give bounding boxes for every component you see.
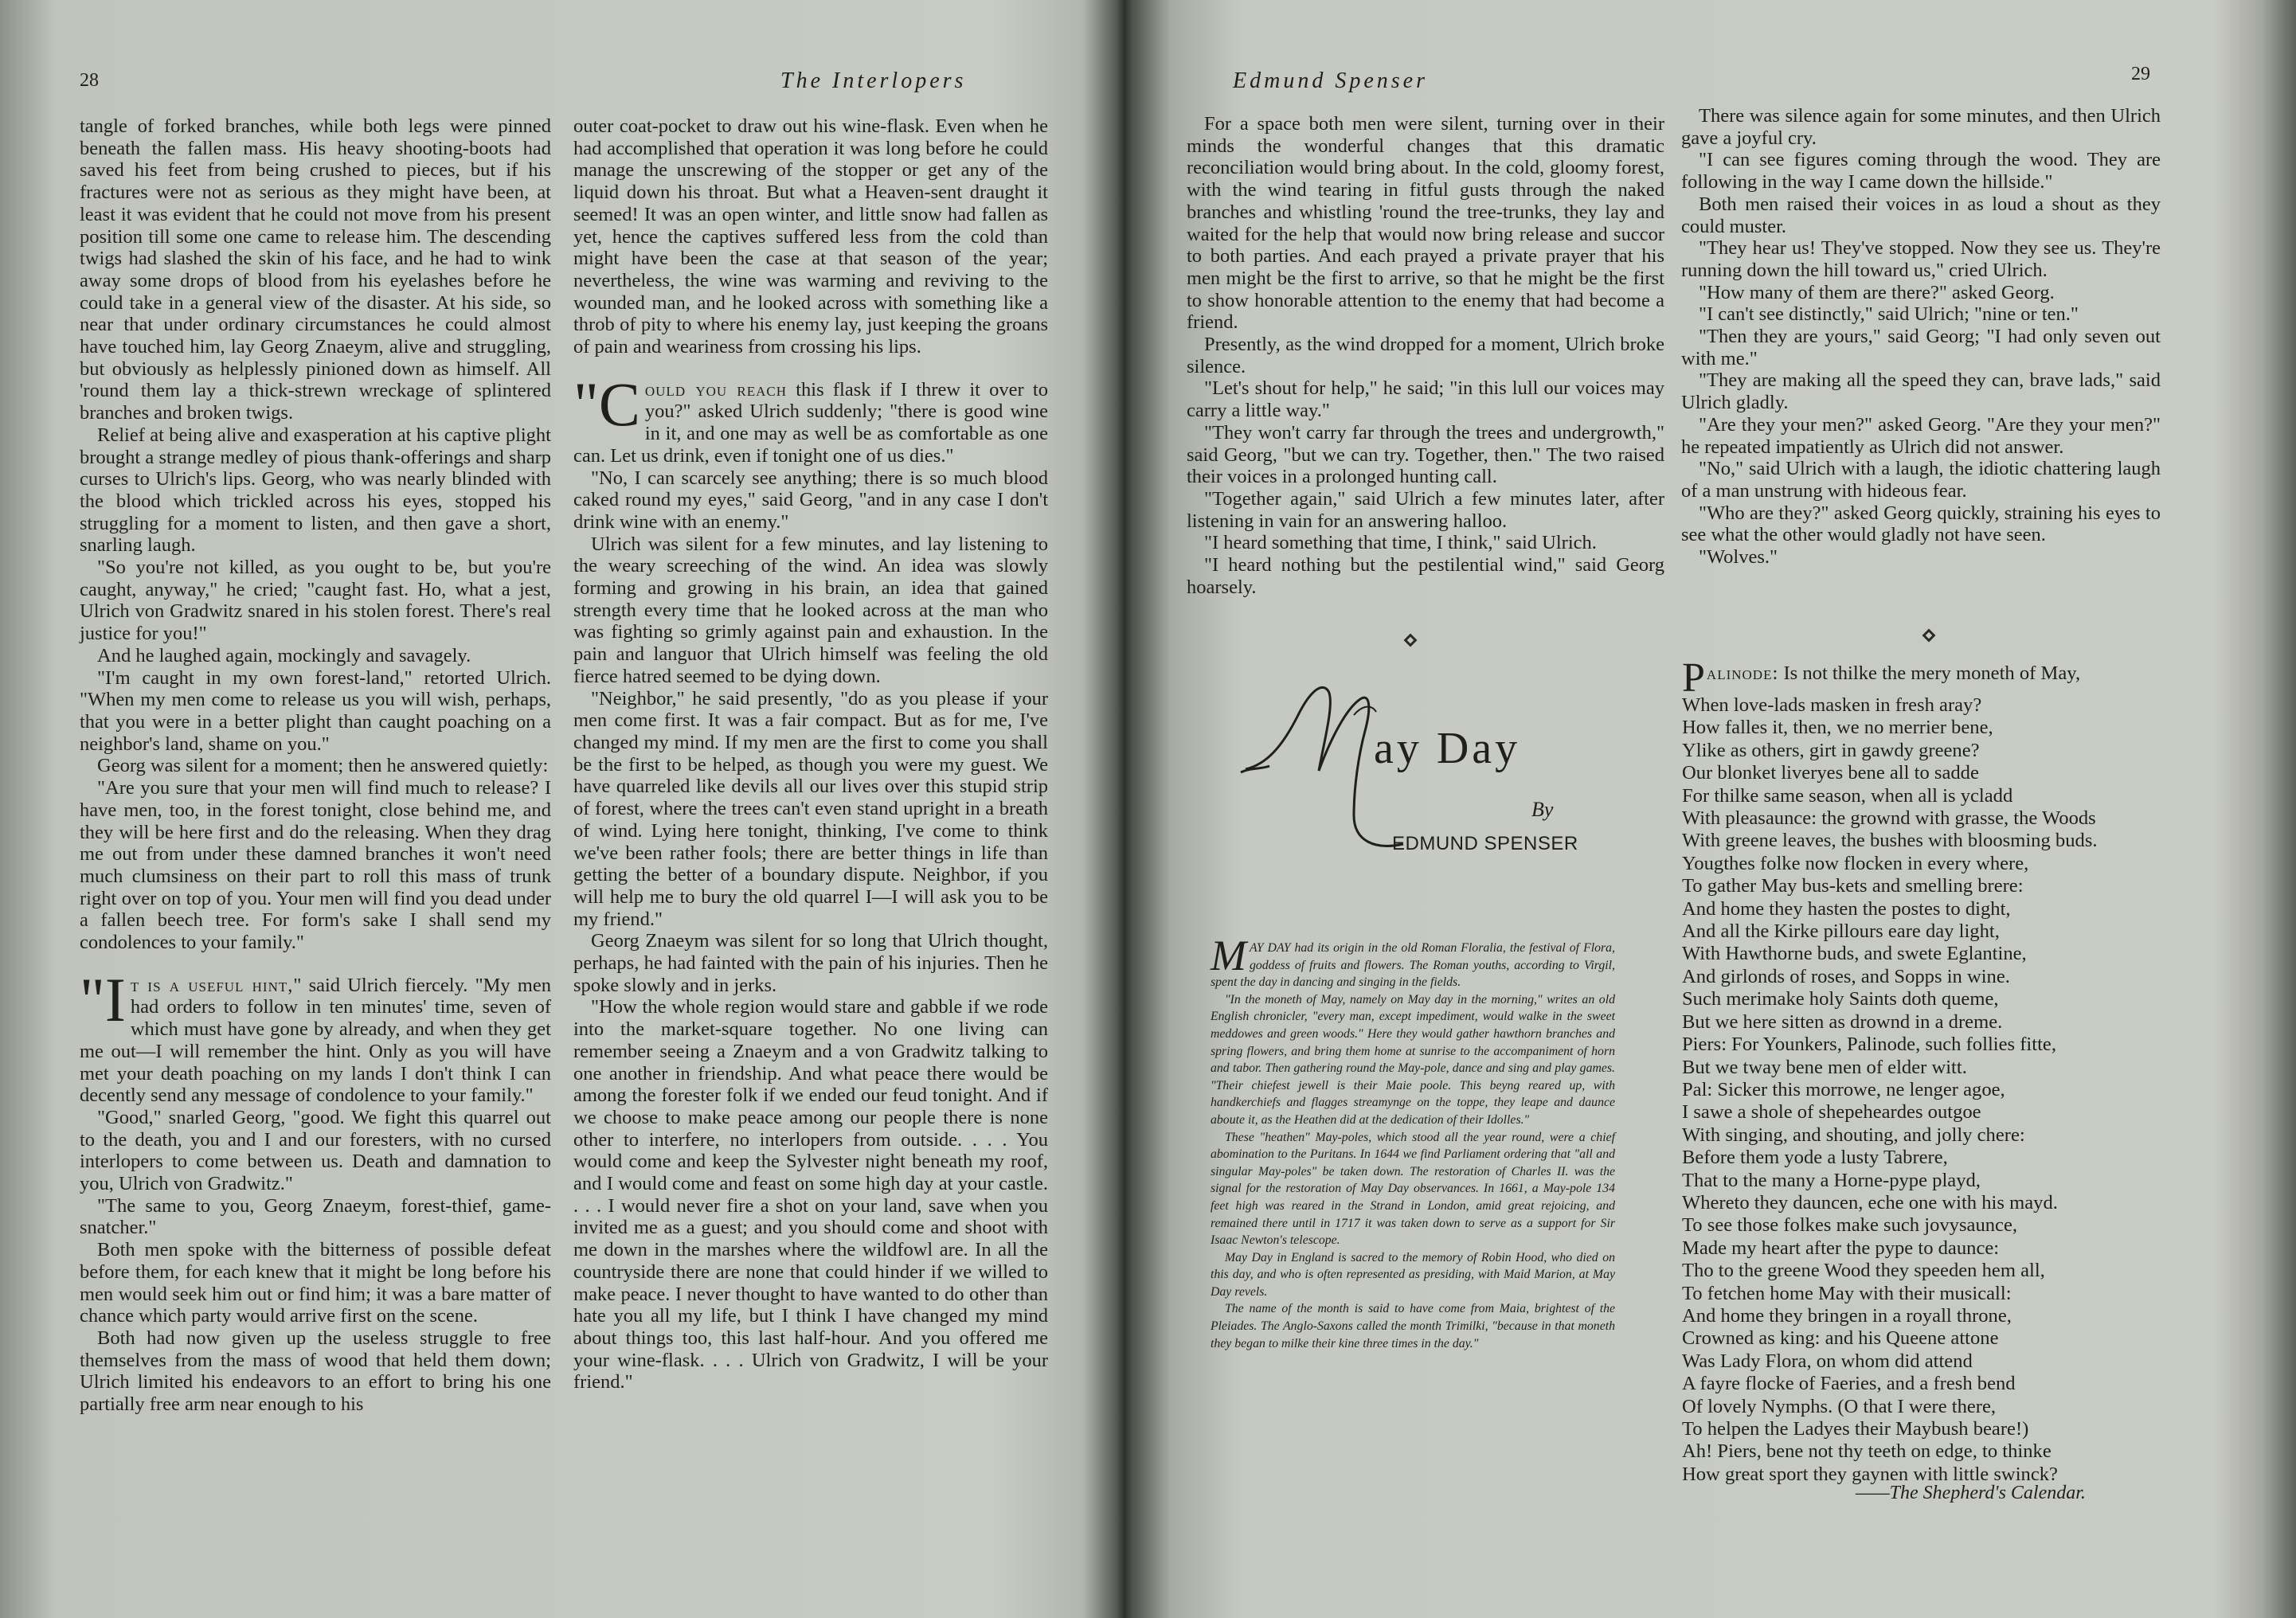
paragraph: And he laughed again, mockingly and savagely.	[97, 644, 471, 666]
byline-by: By	[1531, 798, 1554, 821]
poem-line-text: Is not thilke the mery moneth of May,	[1778, 662, 2081, 684]
paragraph: "Who are they?" asked Georg quickly, straining his eyes to see what the other would gladly not have seen.	[1681, 502, 2161, 546]
paragraph: "I can see figures coming through the wood. They are following in the way I came down the hillside."	[1681, 149, 2161, 193]
poem-line: But we tway bene men of elder witt.	[1682, 1056, 1967, 1078]
poem-line: To gather May bus-kets and smelling brere:	[1682, 875, 2024, 897]
poem-line: And home they bringen in a royall throne,	[1682, 1304, 2012, 1327]
paragraph: "I'm caught in my own forest-land," retorted Ulrich. "When my men come to release us you will wish, perhaps, that you were in a better plight than caught poaching on a neighbor's land, shame on you."	[80, 666, 551, 755]
title-may-day	[1374, 723, 1520, 774]
paragraph: "Let's shout for help," he said; "in this lull our voices may carry a little way."	[1187, 377, 1664, 422]
paragraph: "So you're not killed, as you ought to be, but you're caught, anyway," he cried; "caught fast. Ho, what a jest, Ulrich von Gradwitz snared in his stolen forest. There's real justice for you!"	[80, 557, 551, 645]
poem-line: To fetchen home May with their musicall:	[1682, 1282, 2012, 1304]
paragraph: tangle of forked branches, while both legs were pinned beneath the fallen mass. His heavy shooting-boots had saved his feet from being crushed to pieces, but if his fractures were not as serious as they might have been, at least it was evident that he could not move from his present position till some one came to release him. The descending twigs had slashed the skin of his face, and he had to wink away some drops of blood from his eyelashes before he could take in a general view of the disaster. At his side, so near that under ordinary circumstances he could almost have touched him, lay Georg Znaeym, alive and struggling, but obviously as helplessly pinioned down as himself. All 'round them lay a thick-strewn wreckage of splintered branches and broken twigs.	[80, 115, 551, 424]
poem-line: But we here sitten as drownd in a dreme.	[1682, 1010, 2003, 1033]
paragraph: "How many of them are there?" asked Georg.	[1699, 281, 2055, 303]
poem-line: When love-lads masken in fresh aray?	[1682, 694, 1982, 716]
poem-line: With Hawthorne buds, and swete Eglantine,	[1682, 943, 2027, 965]
poem-line: Our blonket liveryes bene all to sadde	[1682, 762, 1979, 784]
may-day-note	[1211, 932, 1615, 1352]
poem-line: With singing, and shouting, and jolly chere:	[1682, 1124, 2025, 1146]
poem-line: Before them yode a lusty Tabrere,	[1682, 1147, 1948, 1169]
paragraph: Relief at being alive and exasperation at his captive plight brought a strange medley of pious thank-offerings and sharp curses to Ulrich's lips. Georg, who was nearly blinded with the blood which trickled across his eyes, stopped his struggling for a moment to listen, and then gave a short, snarling laugh.	[80, 424, 551, 557]
drop-cap-c: "C	[573, 369, 640, 439]
poem-line	[1682, 655, 2184, 701]
page-number-left: 28	[80, 70, 99, 91]
paragraph: "I heard something that time, I think," said Ulrich.	[1204, 532, 1597, 554]
poem-line: Yougthes folke now flocken in every where,	[1682, 852, 2029, 874]
paragraph: "Are they your men?" asked Georg. "Are they your men?" he repeated impatiently as Ulrich did not answer.	[1681, 413, 2161, 458]
paragraph: "They won't carry far through the trees and undergrowth," said Georg, "but we can try. Together, then." The two raised their voices in a prolonged hunting call.	[1187, 421, 1664, 488]
paragraph: "How the whole region would stare and gabble if we rode into the market-square together. No one living can remember seeing a Znaeym and a von Gradwitz talking to one another in friendship. And what peace there would be among the forester folk if we ended our feud tonight. And if we choose to make peace among our people there is none other to interfere, no interlopers from outside. . . . You would come and keep the Sylvester night beneath my roof, and I would come and feast on some high day at your castle. . . . I would never fire a shot on your land, save when you invited me as a guest; and you should come and shoot with me down in the marshes where the wildfowl are. In all the countryside there are none that could hinder if we willed to make peace. I never thought to have wanted to do other than hate you all my life, but I think I have changed my mind about things too, this last half-hour. And you offered me your wine-flask. . . . Ulrich von Gradwitz, I will be your friend."	[573, 996, 1048, 1393]
paragraph: "No, I can scarcely see anything; there is so much blood caked round my eyes," said Georg, "and in any case I don't drink wine with an enemy."	[573, 467, 1048, 533]
poem-line: Ylike as others, girt in gawdy greene?	[1682, 739, 1980, 761]
paragraph: "Are you sure that your men will find much to release? I have men, too, in the forest tonight, close behind me, and they will be here first and do the releasing. When they drag me out from under these damned branches it won't need much clumsiness on their part to roll this mass of trunk right over on top of you. Your men will find you dead under a fallen beech tree. For form's sake I shall send my condolences to your family."	[80, 777, 551, 954]
poem-line: Piers: For Younkers, Palinode, such follies fitte,	[1682, 1034, 2056, 1056]
poem-line: Tho to the greene Wood they speeden hem all,	[1682, 1260, 2045, 1282]
paragraph: "No," said Ulrich with a laugh, the idiotic chattering laugh of a man unstrung with hideous fear.	[1681, 458, 2161, 502]
byline-author: EDMUND SPENSER	[1392, 833, 1578, 854]
poem-drop-cap: P	[1682, 655, 1705, 701]
poem-line: With greene leaves, the bushes with bloosming buds.	[1682, 830, 2098, 852]
poem-line: How great sport they gaynen with little swinck?	[1682, 1463, 2058, 1485]
poem-line: How falles it, then, we no merrier bene,	[1682, 717, 1993, 739]
column-2b-paragraphs	[573, 467, 1048, 1394]
paragraph: There was silence again for some minutes, and then Ulrich gave a joyful cry.	[1681, 105, 2161, 149]
paragraph: "Good," snarled Georg, "good. We fight this quarrel out to the death, you and I and our foresters, with no cursed interlopers to come between us. Death and damnation to you, Ulrich von Gradwitz."	[80, 1106, 551, 1195]
paragraph: For a space both men were silent, turning over in their minds the wonderful changes that this dramatic reconciliation would bring about. In the cold, gloomy forest, with the wind tearing in fitful gusts through the naked branches and whistling 'round the tree-trunks, they lay and waited for the help that would now bring release and succor to both parties. And each prayed a private prayer that his men might be the first to arrive, so that he might be the first to show honorable attention to the enemy that had become a friend.	[1187, 113, 1664, 334]
paragraph: "In the moneth of May, namely on May day in the morning," writes an old English chronicler, "every man, except impediment, would walke in the sweet meddowes and green woods." Here they would gather hawthorn branches and spring flowers, and bring them home at sunrise to the accompaniment of horn and tabor. Then gathering round the May-pole, dance and sing and play games. "Their chiefest jewell is their Maie poole. This beyng reared up, with handkerchiefs and flagges streamynge on the toppe, they leape and daunce aboute it, as the Heathen did at the dedication of their Idolles."	[1211, 992, 1615, 1127]
paragraph: outer coat-pocket to draw out his wine-flask. Even when he had accomplished that operation it was long before he could manage the unscrewing of the stopper or get any of the liquid down his throat. But what a Heaven-sent draught it seemed! It was an open winter, and little snow had fallen as yet, hence the captives suffered less from the cold than might have been the case at that season of the year; nevertheless, the wine was warming and reviving to the wounded man, and he looked across with something like a throb of pity to where his enemy lay, just keeping the groans of pain and weariness from crossing his lips.	[573, 115, 1048, 358]
note-text: AY DAY had its origin in the old Roman Floralia, the festival of Flora, goddess of fruits and flowers. The Roman youths, according to Virgil, spent the day in dancing and singing in the fields.	[1211, 941, 1615, 990]
column-4-paragraphs	[1681, 105, 2161, 569]
column-1	[80, 115, 551, 1416]
poem-line: To helpen the Ladyes their Maybush beare!)	[1682, 1418, 2029, 1440]
note-paragraphs	[1211, 991, 1615, 1352]
poem-attribution	[1856, 1483, 2086, 1504]
poem-line: Such merimake holy Saints doth queme,	[1682, 988, 1999, 1010]
poem-line: And girlonds of roses, and Sopps in wine.	[1682, 965, 2010, 987]
paragraph: Presently, as the wind dropped for a moment, Ulrich broke silence.	[1187, 334, 1664, 377]
paragraph: Both had now given up the useless struggle to free themselves from the mass of wood that held them down; Ulrich limited his endeavors to an effort to bring his one partially free arm near enough to his	[80, 1327, 551, 1416]
paragraph: "The same to you, Georg Znaeym, forest-thief, game-snatcher."	[80, 1194, 551, 1239]
poem-line: I sawe a shole of shepeheardes outgoe	[1682, 1101, 1981, 1124]
speaker-palinode: alinode:	[1706, 662, 1779, 684]
page-number-right: 29	[2131, 64, 2150, 84]
dropcap-paragraph-could	[573, 369, 1048, 467]
column-2a-paragraphs	[573, 115, 1048, 358]
paragraph: "Neighbor," he said presently, "do as you please if your men come first. It was a fair compact. But as for me, I've changed my mind. If my men are the first to come you shall be the first to be helped, as though you were my guest. We have quarreled like devils all our lives over this stupid strip of forest, where the trees can't even stand upright in a breath of wind. Lying here tonight, thinking, I've come to think we've been rather fools; there are better things in life than getting the better of a boundary dispute. Neighbor, if you will help me to bury the old quarrel I—I will ask you to be my friend."	[573, 687, 1048, 930]
paragraph: Georg Znaeym was silent for so long that Ulrich thought, perhaps, he had fainted with the pain of his injuries. Then he spoke slowly and in jerks.	[573, 930, 1048, 996]
paragraph: "Together again," said Ulrich a few minutes later, after listening in vain for an answering halloo.	[1187, 487, 1664, 532]
poem-shepherds-calendar	[1682, 655, 2184, 1486]
paragraph-text: " said Ulrich fiercely. "My men had orders to follow in ten minutes' time, seven of which must have gone by already, and when they get me out—I will remember the hint. Only as you will have met your death poaching on my lands I don't think I can decently send any message of condolence to your family."	[80, 974, 551, 1107]
poem-line: Whereto they dauncen, eche one with his mayd.	[1682, 1191, 2058, 1214]
poem-line: Ah! Piers, bene not thy teeth on edge, to thinke	[1682, 1440, 2052, 1463]
paragraph: Georg was silent for a moment; then he answered quietly:	[97, 755, 549, 777]
column-3	[1187, 113, 1664, 598]
poem-line: With pleasaunce: the grownd with grasse, the Woods	[1682, 807, 2096, 830]
paragraph: "They hear us! They've stopped. Now they see us. They're running down the hill toward us," cried Ulrich.	[1681, 237, 2161, 281]
paragraph: "Then they are yours," said Georg; "I had only seven out with me."	[1681, 326, 2161, 369]
left-page	[0, 0, 1118, 1618]
paragraph: "I can't see distinctly," said Ulrich; "nine or ten."	[1699, 303, 2079, 326]
poem-line: Made my heart after the pype to daunce:	[1682, 1237, 2000, 1259]
poem-line: For thilke same season, when all is ycladd	[1682, 784, 2013, 807]
poem-line: That to the many a Horne-pype playd,	[1682, 1169, 1981, 1191]
column-1-paragraphs	[80, 115, 551, 954]
paragraph: Both men spoke with the bitterness of possible defeat before them, for each knew that it might be long before his men would seek him out or find him; it was a bare matter of chance which party would arrive first on the scene.	[80, 1239, 551, 1327]
column-1b-paragraphs	[80, 1107, 551, 1416]
running-head-left: The Interlopers	[780, 68, 967, 93]
paragraph-text: this flask if I threw it over to you?" asked Ulrich suddenly; "there is good wine in it, and one may as well be as comfortable as one can. Let us drink, even if tonight one of us dies."	[573, 378, 1048, 467]
paragraph: The name of the month is said to have come from Maia, brightest of the Pleiades. The Anglo-Saxons called the month Trimilki, "because in that moneth they began to milke their kine three times in the day."	[1211, 1302, 1615, 1350]
poem-line: To see those folkes make such jovysaunce,	[1682, 1214, 2018, 1237]
poem-line: Of lovely Nymphs. (O that I were there,	[1682, 1395, 1997, 1417]
poem-lines	[1682, 694, 2184, 1486]
small-caps-lead: t is a useful hint,	[130, 974, 294, 996]
note-paragraph	[1211, 932, 1615, 991]
dropcap-paragraph-hint	[80, 964, 551, 1107]
drop-cap-i: "I	[80, 964, 126, 1034]
paragraph: Both men raised their voices in as loud a shout as they could muster.	[1681, 193, 2161, 237]
poem-line: And home they hasten the postes to dight,	[1682, 897, 2011, 920]
paragraph: "Wolves."	[1699, 546, 1778, 569]
paragraph: May Day in England is sacred to the memory of Robin Hood, who died on this day, and who is often represented as presiding, with Maid Marion, at May Day revels.	[1211, 1250, 1615, 1299]
column-2	[573, 115, 1048, 1393]
attribution-text: ——The Shepherd's Calendar.	[1856, 1483, 2086, 1503]
poem-line: And all the Kirke pillours eare day light,	[1682, 920, 2000, 943]
poem-line: Pal: Sicker this morrowe, ne lenger agoe,	[1682, 1078, 2005, 1100]
note-drop-cap: M	[1211, 932, 1246, 979]
paragraph: Ulrich was silent for a few minutes, and lay listening to the weary screeching of the wind. An idea was slowly forming and growing in his brain, an idea that gained strength every time that he looked across at the man who was fighting so grimly against pain and exhaustion. In the pain and languor that Ulrich himself was feeling the old fierce hatred seemed to be dying down.	[573, 533, 1048, 687]
poem-line: A fayre flocke of Faeries, and a fresh bend	[1682, 1373, 2016, 1395]
column-4	[1681, 105, 2161, 569]
paragraph: "I heard nothing but the pestilential wind," said Georg hoarsely.	[1187, 554, 1664, 598]
paragraph: These "heathen" May-poles, which stood all the year round, were a chief abomination to the Puritans. In 1644 we find Parliament ordering that "all and singular May-poles" be taken down. The restoration of Charles II. was the signal for the restoration of May Day observances. In 1661, a May-pole 134 feet high was reared in the Strand in London, amid great rejoicing, and remained there until in 1717 it was taken down to serve as a support for Sir Isaac Newton's telescope.	[1211, 1130, 1615, 1248]
small-caps-lead: ould you reach	[644, 378, 787, 401]
running-head-right: Edmund Spenser	[1233, 68, 1428, 93]
column-3-paragraphs	[1187, 113, 1664, 598]
poem-line: Crowned as king: and his Queene attone	[1682, 1327, 1999, 1350]
paragraph: "They are making all the speed they can, brave lads," said Ulrich gladly.	[1681, 369, 2161, 414]
poem-line: Was Lady Flora, on whom did attend	[1682, 1350, 1973, 1372]
title-rest: ay Day	[1374, 724, 1521, 773]
